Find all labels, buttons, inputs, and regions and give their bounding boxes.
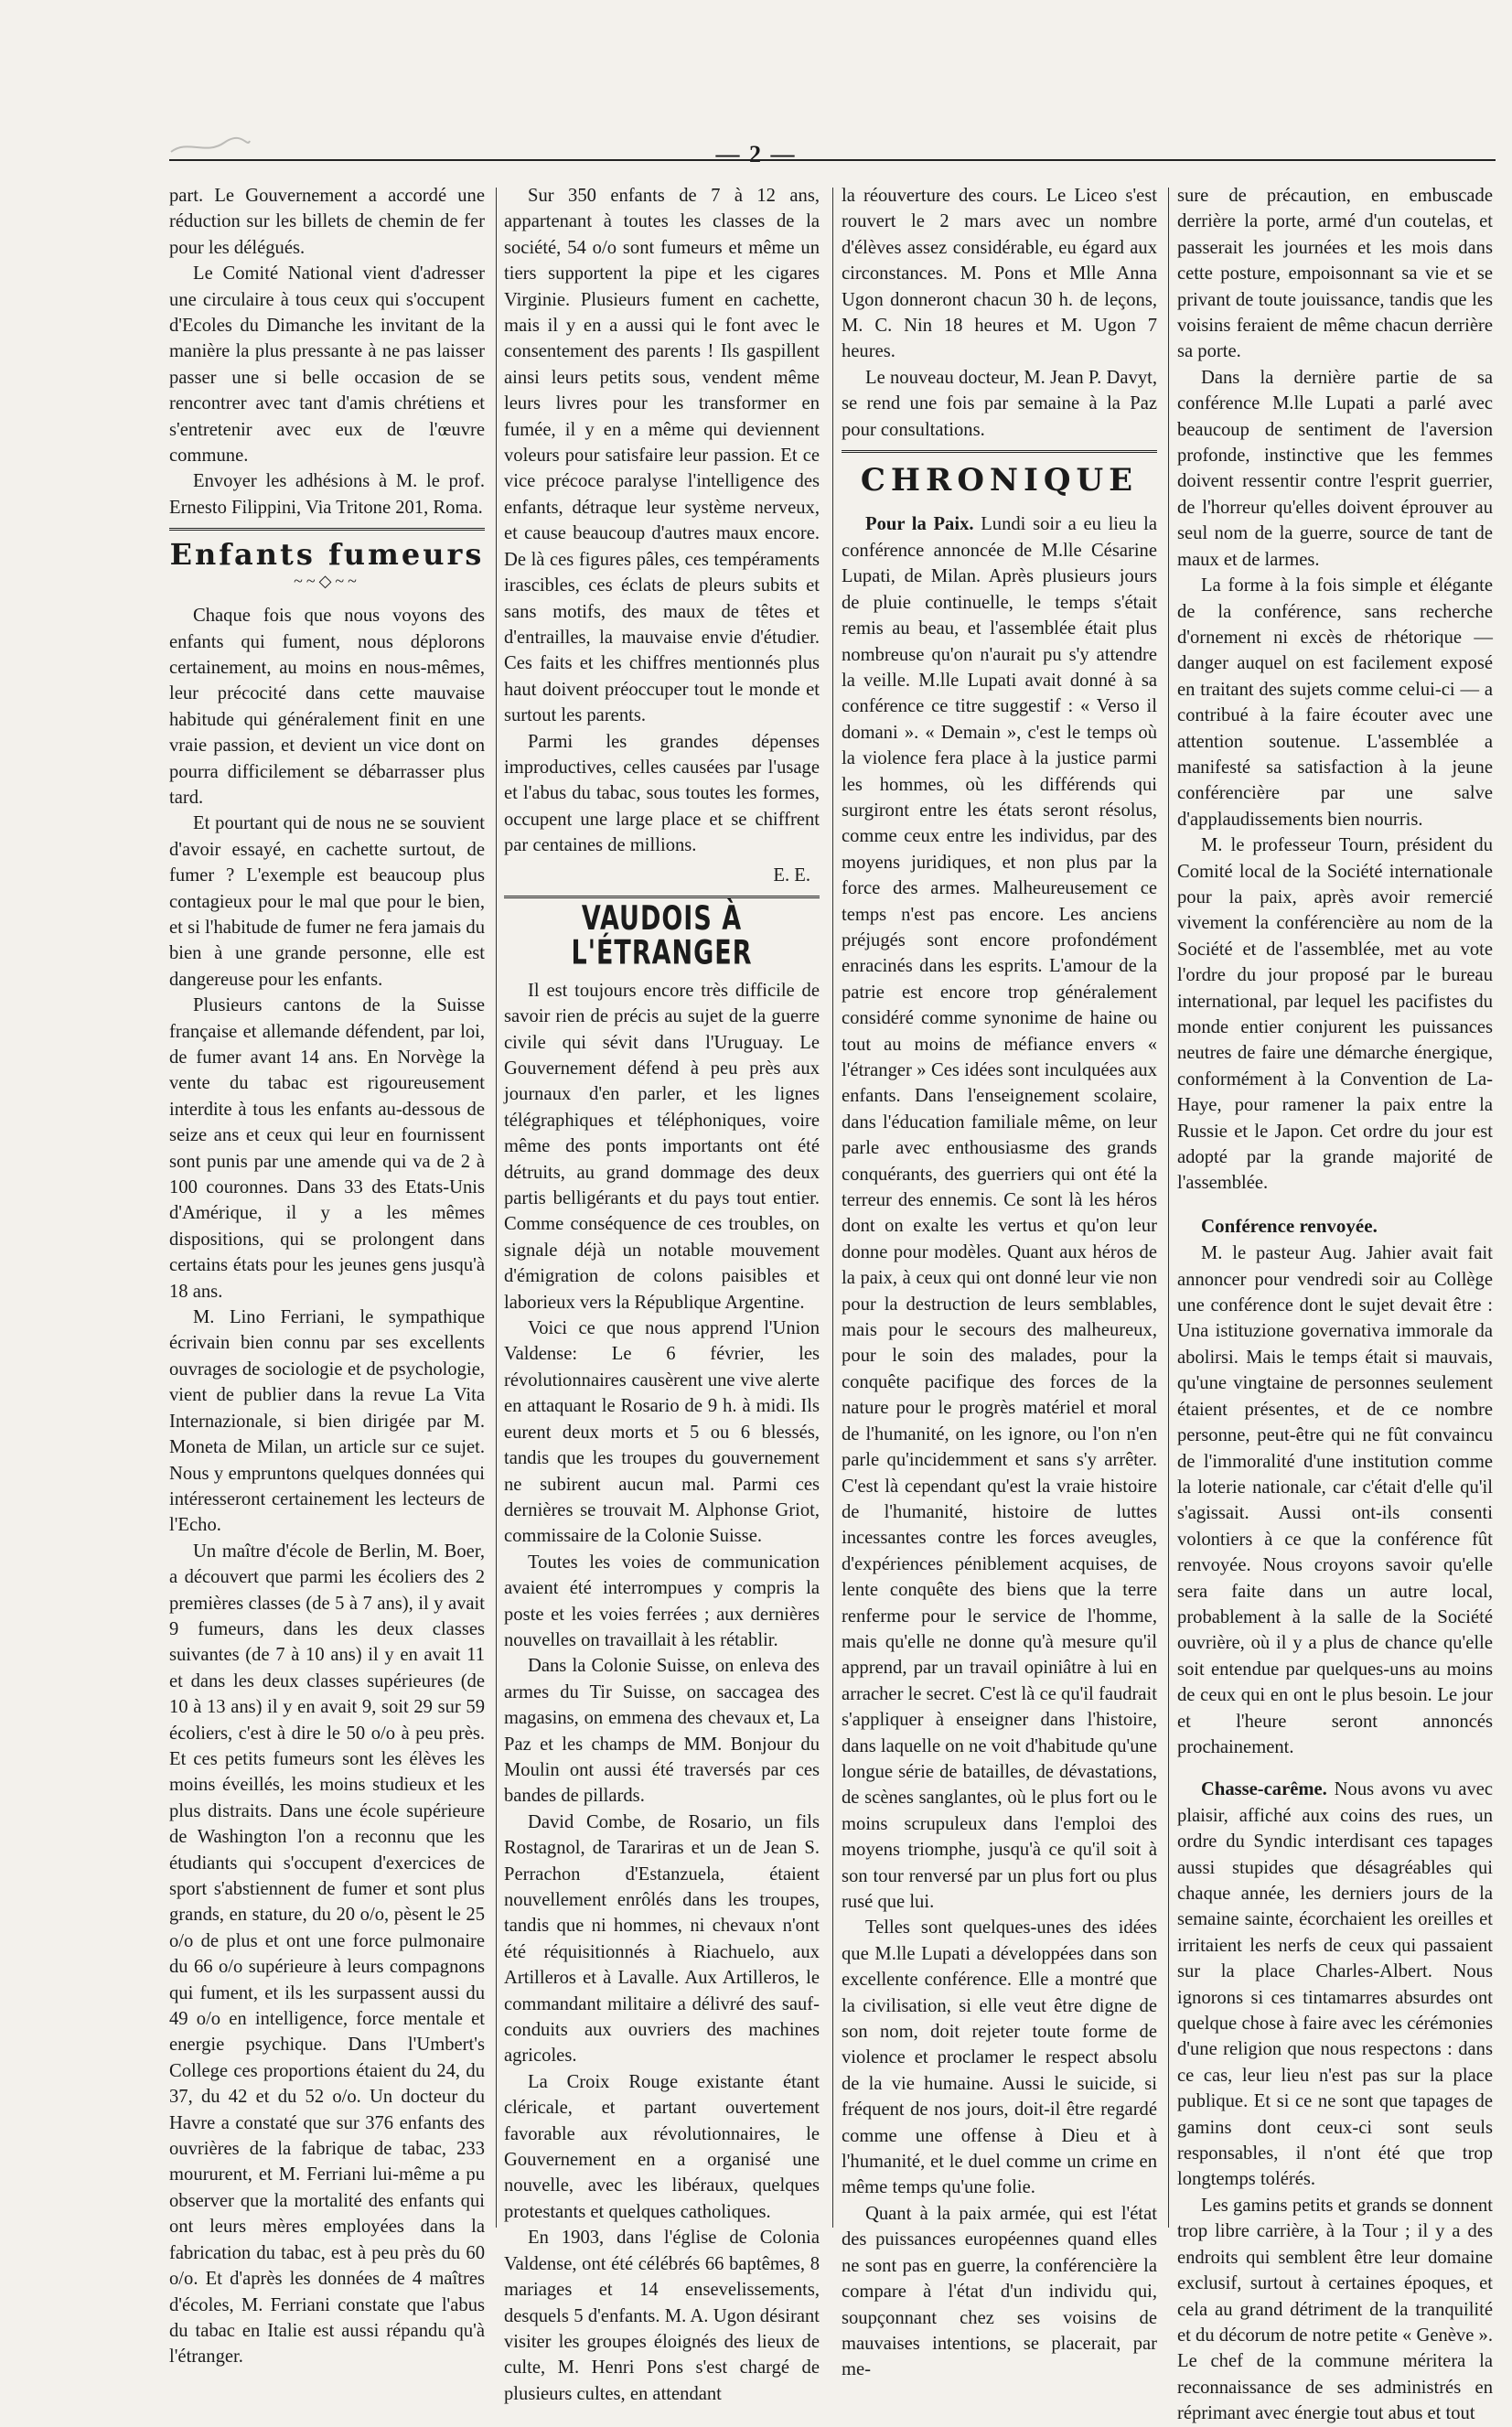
paragraph	[1177, 1777, 1493, 2193]
column-divider	[496, 188, 497, 2228]
paragraph: Dans la Colonie Suisse, on enleva des armes du Tir Suisse, on saccagea des magasins, on emmena des chevaux et, La Paz et les champs de MM. Bonjour du Moulin ont aussi été traversés par ces bandes de pillards.	[504, 1656, 820, 1807]
column-1	[169, 183, 485, 2368]
column-2	[504, 183, 820, 2404]
paragraph: Dans la dernière partie de sa conférence M.lle Lupati a parlé avec beaucoup de sentiment de l'aversion profonde, instinctive que les femmes doivent ressentir contre l'esprit guerrier, de l'horreur qu'elles doivent éprouver au seul nom de la guerre, source de tant de maux et de larmes.	[1177, 367, 1493, 570]
paragraph: David Combe, de Rosario, un fils Rostagnol, de Tarariras et un de Jean S. Perrachon d'Estanzuela, étaient nouvellement enrôlés dans les troupes, tandis que ni hommes, ni chevaux n'ont été réquisitionnés à Riachuelo, aux Artilleros et à Lavalle. Aux Artilleros, le commandant militaire a délivré des sauf-conduits aux ouvriers des machines agricoles.	[504, 1811, 820, 2067]
column-3	[842, 183, 1157, 2380]
ornament: ~~◇~~	[294, 571, 360, 590]
paragraph: Le Comité National vient d'adresser une circulaire à tous ceux qui s'occupent d'Ecoles du Dimanche les invitant de la manière la plus pressante à ne pas laisser passer une si belle occasion de se rencontrer avec tant d'amis chrétiens et s'entretenir avec eux de l'œuvre commune.	[169, 263, 485, 467]
paragraph: M. Lino Ferriani, le sympathique écrivain bien connu par ses excellents ouvrages de sociologie et de psychologie, vient de publier dans la revue La Vita Internazionale, si bien dirigée par M. Moneta de Milan, un article sur ce sujet. Nous y empruntons quelques données qui intéresseront certainement les lecteurs de l'Echo.	[169, 1307, 485, 1536]
article-heading: VAUDOIS À L'ÉTRANGER	[571, 899, 753, 973]
section-rule	[842, 450, 1157, 453]
paragraph: Il est toujours encore très difficile de savoir rien de précis au sujet de la guerre civile qui sévit dans l'Uruguay. Le Gouvernement défend à peu près aux journaux d'en parler, et les lignes télégraphiques et téléphoniques, voire même des ponts importants ont été détruits, au grand dommage des deux partis belligérants et du pays tout entier. Comme conséquence de ces troubles, on signale déjà un notable mouvement d'émigration de colons paisibles et laborieux vers la République Argentine.	[504, 980, 820, 1313]
page-number: — 2 —	[715, 141, 797, 167]
paragraph: La Croix Rouge existante étant cléricale, et partant ouvertement favorable aux révolutionnaires, le Gouvernement en a organisé une nouvelle, avec les libéraux, quelques protestants et quelques catholiques.	[504, 2071, 820, 2222]
column-4	[1177, 183, 1493, 2424]
paragraph: M. le pasteur Aug. Jahier avait fait annoncer pour vendredi soir au Collège une conférence dont le sujet devait être : Una istituzione governativa immorale da abolirsi. Mais le temps était si mauvais, qu'une vingtaine de personnes seulement étaient présentes, et de ce nombre personne, peut-être qui ne fût convaincu de l'immoralité d'une institution comme la loterie nationale, car c'était d'elle qu'il s'agissait. Aussi ont-ils consenti volontiers à ce que la conférence fût renvoyée. Nous croyons savoir qu'elle sera faite dans un autre local, probablement à la salle de la Société ouvrière, où il y a plus de chance qu'elle soit entendue par quelques-uns au moins de ceux qui en ont le plus besoin. Le jour et l'heure seront annoncés prochainement.	[1177, 1243, 1493, 1757]
paragraph: Voici ce que nous apprend l'Union Valdense: Le 6 février, les révolutionnaires causèrent une vive alerte en attaquant le Rosario de 9 h. à midi. Ils eurent deux morts et 5 ou 6 blessés, tandis que les troupes du gouvernement ne subirent aucun mal. Parmi ces dernières se trouvait M. Alphonse Griot, commissaire de la Colonie Suisse.	[504, 1318, 820, 1547]
section-rule	[169, 528, 485, 531]
signature: E. E.	[773, 864, 810, 886]
paragraph: M. le professeur Tourn, président du Comité local de la Société internationale pour la paix, après avoir remercié vivement la conférencière au nom de la Société et de l'assemblée, met au vote l'ordre du jour proposé par le bureau international, par lequel les pacifistes du monde entier conjurent les puissances neutres de faire une démarche énergique, conformément à la Convention de La-Haye, pour ramener la paix entre la Russie et le Japon. Cet ordre du jour est adopté par la grande majorité de l'assemblée.	[1177, 835, 1493, 1194]
lead-in: Pour la Paix.	[865, 514, 974, 535]
paragraph: Parmi les grandes dépenses improductives, celles causées par l'usage et l'abus du tabac, sous toutes les formes, occupent une large place et se chiffrent par centaines de millions.	[504, 731, 820, 856]
column-divider	[832, 188, 833, 2228]
paragraph: La forme à la fois simple et élégante de la conférence, sans recherche d'ornement ni excès de rhétorique — danger auquel on est facilement exposé en traitant des sujets comme celui-ci — a contribué à la faire écouter avec une attention soutenue. L'assemblée a manifesté sa satisfaction à la jeune conférencière par une salve d'applaudissements bien nourris.	[1177, 575, 1493, 830]
paragraph: Quant à la paix armée, qui est l'état des puissances européennes quand elles ne sont pas en guerre, la conférencière la compare à l'état d'un individu qui, soupçonnant chez ses voisins de mauvaises intentions, se placerait, par me-	[842, 2203, 1157, 2380]
paragraph: Et pourtant qui de nous ne se souvient d'avoir essayé, en cachette surtout, de fumer ? L'exemple est beaucoup plus contagieux pour le mal que pour le bien, et si l'habitude de fumer ne fera jamais du bien à une grande personne, elle est dangereuse pour les enfants.	[169, 813, 485, 990]
paragraph	[842, 511, 1157, 1915]
paragraph: sure de précaution, en embuscade derrière la porte, armé d'un coutelas, et passerait les journées et les mois dans cette posture, empoisonnant sa vie et se privant de toute jouissance, tandis que les voisins feraient de même chacun derrière sa porte.	[1177, 186, 1493, 362]
article-heading: Enfants fumeurs	[169, 537, 485, 573]
paragraph: Un maître d'école de Berlin, M. Boer, a découvert que parmi les écoliers des 2 premières classes (de 5 à 7 ans), il y avait 9 fumeurs, dans les deux classes suivantes (de 7 à 10 ans) il y en avait 11 et dans les deux classes supérieures (de 10 à 13 ans) il y en avait 9, soit 29 sur 59 écoliers, c'est à dire le 50 o/o à peu près. Et ces petits fumeurs sont les élèves les moins éveillés, les moins studieux et les plus distraits. Dans une école supérieure de Washington l'on a reconnu que les étudiants qui s'occupent d'exercices de sport s'abstiennent de fumer et sont plus grands, en stature, du 20 o/o, pèsent le 25 o/o de plus et ont une force pulmonaire du 66 o/o supérieure à leurs compagnons qui fument, et ils les surpassent aussi du 49 o/o en intelligence, force mentale et energie psychique. Dans l'Umbert's College ces proportions étaient du 24, du 37, du 42 et du 52 o/o. Un docteur du Havre a constaté que sur 376 enfants des ouvrières de la fabrique de tabac, 233 moururent, et M. Ferriani lui-même a pu observer que la mortalité des enfants qui ont leurs mères employées dans la fabrication du tabac, est à peu près du 60 o/o. Et d'après les données de 4 maîtres d'écoles, M. Ferriani constate que l'abus du tabac en Italie est aussi répandu qu'à l'étranger.	[169, 1541, 485, 2368]
paragraph: part. Le Gouvernement a accordé une réduction sur les billets de chemin de fer pour les délégués.	[169, 186, 485, 258]
paragraph: Les gamins petits et grands se donnent trop libre carrière, à la Tour ; il y a des endroits qui semblent être leur domaine exclusif, surtout à certaines époques, et cela au grand détriment de la tranquilité et du décorum de notre petite « Genève ». Le chef de la commune méritera la reconnaissance de ses administrés en réprimant avec énergie tout abus et tout	[1177, 2195, 1493, 2424]
section-heading: CHRONIQUE	[860, 462, 1139, 499]
paragraph-text: Nous avons vu avec plaisir, affiché aux coins des rues, un ordre du Syndic interdisant ces tapages aussi stupides que désagréables qui chaque année, les derniers jours de la semaine sainte, écorchaient les oreilles et irritaient les nerfs de ceux qui passaient sur la place Charles-Albert. Nous ignorons si ces tintamarres absurdes ont quelque chose à faire avec les cérémonies d'une religion que nous respectons : dans ce cas, leur lieu n'est pas sur la place publique. Et si ce ne sont que tapages de gamins dont ceux-ci sont seuls responsables, il n'ont été que trop longtemps tolérés.	[1177, 1779, 1493, 2190]
paragraph-text: Lundi soir a eu lieu la conférence annoncée de M.lle Césarine Lupati, de Milan. Après plusieurs jours de pluie continuelle, le temps s'était remis au beau, et l'assemblée était plus nombreuse qu'on n'aurait pu s'y attendre la veille. M.lle Lupati avait donné à sa conférence ce titre suggestif : « Verso il domani ». « Demain », c'est le temps où la violence fera place à la justice parmi les hommes, où les différends qui surgiront entre les états seront résolus, comme ceux entre les individus, par des moyens juridiques, et non plus par la force des armes. Malheureusement ce temps n'est pas encore. Les anciens préjugés sont encore profondément enracinés dans les esprits. L'amour de la patrie est encore trop généralement considéré comme synonime de haine ou tout au moins de méfiance envers « l'étranger » Ces idées sont inculquées aux enfants. Dans l'enseignement scolaire, dans l'éducation familiale même, on leur parle avec enthousiasme des grands conquérants, des guerriers qui ont été la terreur des ennemis. Ce sont là les héros dont on exalte les vertus et qu'on leur donne pour modèles. Quant aux héros de la paix, à ceux qui ont donné leur vie non pour la destruction de leurs semblables, mais pour le secours des malheureux, pour le soin des malades, pour la conquête pacifique des forces de la nature pour le progrès matériel et moral de l'humanité, on les ignore, ou l'on n'en parle qu'incidemment et sans s'y arrêter. C'est là cependant qu'est la vraie histoire de l'humanité, histoire de luttes incessantes contre les forces aveugles, d'expériences péniblement acquises, de lente conquête des biens que la terre renferme pour le service de l'homme, mais qu'elle ne donne qu'à mesure qu'il apprend, par un travail opiniâtre à lui en arracher le secret. C'est là ce qu'il faudrait s'appliquer à enseigner dans l'histoire, dans laquelle on ne voit d'habitude qu'une longue série de batailles, de dévastations, de scènes sanglantes, où le plus fort ou le moins scrupuleux dans l'emploi des moyens triomphe, jusqu'à ce qu'il soit à son tour renversé par un plus fort ou plus rusé que lui.	[842, 514, 1157, 1912]
paragraph: Envoyer les adhésions à M. le prof. Ernesto Filippini, Via Tritone 201, Roma.	[169, 471, 485, 518]
column-divider	[1168, 188, 1169, 2228]
section-rule	[504, 896, 820, 898]
subheading: Conférence renvoyée.	[1201, 1214, 1378, 1237]
paragraph: Chaque fois que nous voyons des enfants qui fument, nous déplorons certainement, au moins en nous-mêmes, leur précocité dans cette mauvaise habitude qui généralement finit en une vraie passion, et devient un vice dont on pourra difficilement se débarrasser plus tard.	[169, 606, 485, 808]
paragraph: Le nouveau docteur, M. Jean P. Davyt, se rend une fois par semaine à la Paz pour consultations.	[842, 367, 1157, 440]
paragraph: Toutes les voies de communication avaient été interrompues y compris la poste et les voies ferrées ; aux dernières nouvelles on travaillait à les rétablir.	[504, 1552, 820, 1650]
header-rule	[169, 159, 1496, 161]
paragraph: Sur 350 enfants de 7 à 12 ans, appartenant à toutes les classes de la société, 54 o/o sont fumeurs et même un tiers supportent la pipe et les cigares Virginie. Plusieurs fument en cachette, mais il y en a aussi qui le font avec le consentement des parents ! Ils gaspillent ainsi leurs petits sous, vendent même leurs livres pour les transformer en fumée, il y en a même qui deviennent voleurs pour satisfaire leur passion. Et ce vice précoce paralyse l'intelligence des enfants, détraque leur système nerveux, et cause beaucoup d'autres maux encore. De là ces figures pâles, ces tempéraments irascibles, ces éclats de pleurs subits et sans motifs, des maux de têtes et d'entrailles, la mauvaise envie d'étudier. Ces faits et les chiffres mentionnés plus haut doivent préoccuper tout le monde et surtout les parents.	[504, 186, 820, 726]
paragraph: Plusieurs cantons de la Suisse française et allemande défendent, par loi, de fumer avant 14 ans. En Norvège la vente du tabac est rigoureusement interdite à tous les enfants au-dessous de seize ans et ceux qui leur en fournissent sont punis par une amende qui va de 2 à 100 couronnes. Dans 33 des Etats-Unis d'Amérique, il y a les mêmes dispositions, qui se prolongent dans certains états pour les jeunes gens jusqu'à 18 ans.	[169, 995, 485, 1302]
paragraph: Telles sont quelques-unes des idées que M.lle Lupati a développées dans son excellente conférence. Elle a montré que la civilisation, si elle veut être digne de son nom, doit rejeter toute forme de violence et proclamer le respect absolu de la vie humaine. Aussi le suicide, si fréquent de nos jours, doit-il être regardé comme une offense à Dieu et à l'humanité, et le duel comme un crime en même temps qu'une folie.	[842, 1917, 1157, 2198]
paragraph: la réouverture des cours. Le Liceo s'est rouvert le 2 mars avec un nombre d'élèves assez considérable, eu égard aux circonstances. M. Pons et Mlle Anna Ugon donneront chacun 30 h. de leçons, M. C. Nin 18 heures et M. Ugon 7 heures.	[842, 186, 1157, 362]
paragraph: En 1903, dans l'église de Colonia Valdense, ont été célébrés 66 baptêmes, 8 mariages et 14 ensevelissements, desquels 5 d'enfants. M. A. Ugon désirant visiter les groupes éloignés des lieux de culte, M. Henri Pons s'est chargé de plusieurs cultes, en attendant	[504, 2228, 820, 2404]
lead-in: Chasse-carême.	[1201, 1779, 1327, 1800]
